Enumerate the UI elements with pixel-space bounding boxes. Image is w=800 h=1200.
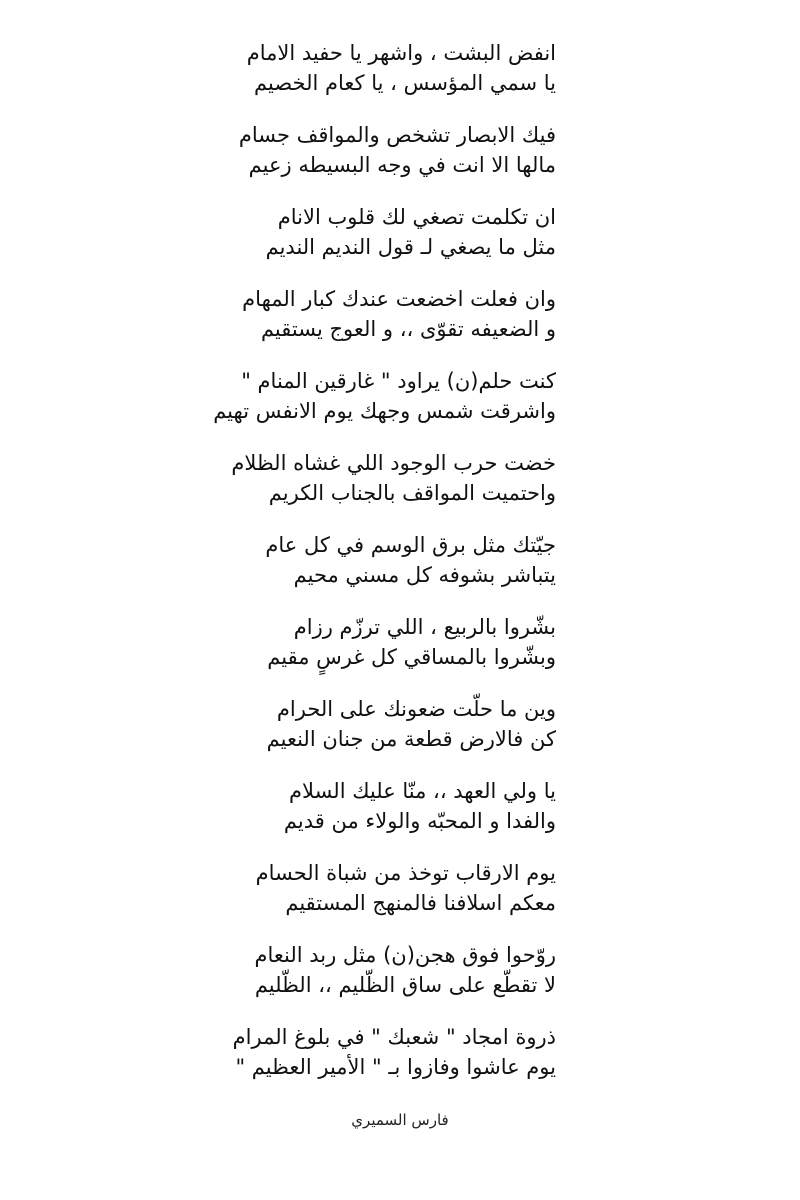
poem-line: يا ولي العهد ،، منّا عليك السلام	[289, 779, 556, 803]
stanza-12	[120, 940, 556, 1022]
poem-line: بشّروا بالربيع ، اللي ترزّم رزام	[293, 615, 556, 639]
poem-line: روّحوا فوق هجن(ن) مثل ربد النعام	[254, 943, 556, 967]
poem-line: يتباشر بشوفه كل مسني محيم	[293, 563, 556, 587]
poem-line: مثل ما يصغي لـ قول النديم النديم	[265, 235, 556, 259]
poem-body	[120, 38, 556, 1104]
stanza-8	[120, 612, 556, 694]
poem-line: يوم عاشوا وفازوا بـ " الأمير العظيم "	[235, 1055, 556, 1079]
poem-line: مالها الا انت في وجه البسيطه زعيم	[248, 153, 556, 177]
poem-line: لا تقطّع على ساق الظّليم ،، الظّليم	[254, 973, 556, 997]
poem-line: جيّتك مثل برق الوسم في كل عام	[265, 533, 556, 557]
stanza-5	[120, 366, 556, 448]
poem-line: و الضعيفه تقوّى ،، و العوج يستقيم	[260, 317, 556, 341]
stanza-11	[120, 858, 556, 940]
poem-line: ان تكلمت تصغي لك قلوب الانام	[277, 205, 556, 229]
stanza-13	[120, 1022, 556, 1104]
poem-line: يا سمي المؤسس ، يا كعام الخصيم	[254, 71, 556, 95]
poem-line: ذروة امجاد " شعبك " في بلوغ المرام	[232, 1025, 556, 1049]
poem-line: واشرقت شمس وجهك يوم الانفس تهيم	[213, 399, 556, 423]
stanza-3	[120, 202, 556, 284]
poem-line: كنت حلم(ن) يراود " غارقين المنام "	[241, 369, 556, 393]
poem-line: كن فالارض قطعة من جنان النعيم	[266, 727, 556, 751]
poem-line: وبشّروا بالمساقي كل غرسٍ مقيم	[267, 645, 556, 669]
stanza-10	[120, 776, 556, 858]
stanza-4	[120, 284, 556, 366]
stanza-6	[120, 448, 556, 530]
poem-line: وين ما حلّت ضعونك على الحرام	[276, 697, 556, 721]
stanza-7	[120, 530, 556, 612]
poem-line: واحتميت المواقف بالجناب الكريم	[268, 481, 556, 505]
poem-line: فيك الابصار تشخص والمواقف جسام	[238, 123, 556, 147]
poem-line: خضت حرب الوجود اللي غشاه الظلام	[231, 451, 556, 475]
stanza-2	[120, 120, 556, 202]
author-signature: فارس السميري	[351, 1111, 449, 1129]
poem-line: انفض البشت ، واشهر يا حفيد الامام	[246, 41, 556, 65]
poem-line: معكم اسلافنا فالمنهج المستقيم	[285, 891, 556, 915]
stanza-9	[120, 694, 556, 776]
poem-line: والفدا و المحبّه والولاء من قديم	[283, 809, 556, 833]
poem-line: وان فعلت اخضعت عندك كبار المهام	[242, 287, 556, 311]
stanza-1	[120, 38, 556, 120]
poem-line: يوم الارقاب توخذ من شباة الحسام	[255, 861, 556, 885]
